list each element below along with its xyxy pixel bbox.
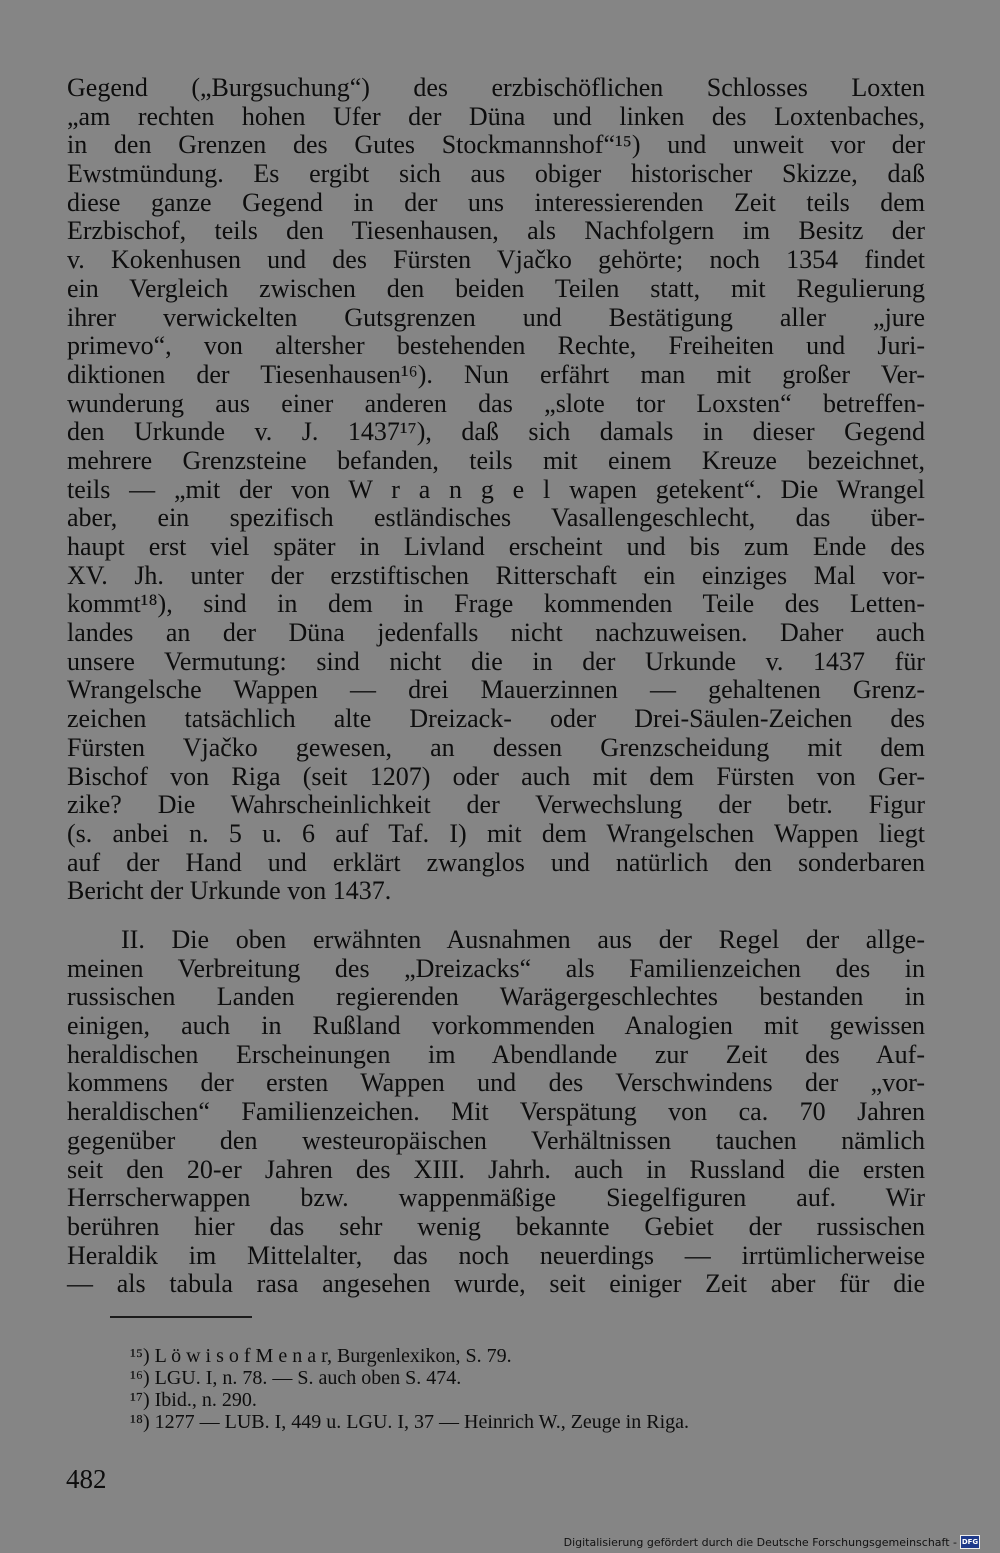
- text-line: diktionen der Tiesenhausen¹⁶). Nun erfährt man mit großer Ver-: [67, 359, 925, 389]
- text-line: ihrer verwickelten Gutsgrenzen und Bestätigung aller „jure: [67, 302, 925, 332]
- text-line: mehrere Grenzsteine befanden, teils mit einem Kreuze bezeichnet,: [67, 445, 925, 475]
- page-number: 482: [66, 1464, 107, 1494]
- footnote: ¹⁵) L ö w i s o f M e n a r, Burgenlexikon, S. 79.: [130, 1345, 512, 1367]
- text-line: Gegend („Burgsuchung“) des erzbischöflichen Schlosses Loxten: [67, 73, 925, 102]
- text-line: Herrscherwappen bzw. wappenmäßige Siegelfiguren auf. Wir: [67, 1183, 925, 1213]
- footnote: ¹⁶) LGU. I, n. 78. — S. auch oben S. 474.: [130, 1367, 462, 1389]
- text-line: (s. anbei n. 5 u. 6 auf Taf. I) mit dem Wrangelschen Wappen liegt: [67, 818, 925, 848]
- text-line: ein Vergleich zwischen den beiden Teilen statt, mit Regulierung: [67, 273, 925, 303]
- text-line: XV. Jh. unter der erzstiftischen Ritterschaft ein einziges Mal vor-: [67, 560, 925, 590]
- text-line: kommens der ersten Wappen und des Verschwindens der „vor-: [67, 1068, 925, 1098]
- text-line: landes an der Düna jedenfalls nicht nachzuweisen. Daher auch: [67, 618, 925, 648]
- body-paragraph-2: [67, 926, 925, 1299]
- text-line: den Urkunde v. J. 1437¹⁷), daß sich damals in dieser Gegend: [67, 417, 925, 447]
- text-line: zeichen tatsächlich alte Dreizack- oder Drei-Säulen-Zeichen des: [67, 704, 925, 734]
- text-line: berühren hier das sehr wenig bekannte Gebiet der russischen: [67, 1211, 925, 1241]
- text-line: wunderung aus einer anderen das „slote tor Loxsten“ betreffen-: [67, 388, 925, 418]
- text-line: teils — „mit der von W r a n g e l wapen getekent“. Die Wrangel: [67, 474, 925, 504]
- text-line: II. Die oben erwähnten Ausnahmen aus der Regel der allge-: [121, 925, 925, 954]
- footnote: ¹⁷) Ibid., n. 290.: [130, 1389, 257, 1411]
- text-line: heraldischen“ Familienzeichen. Mit Verspätung von ca. 70 Jahren: [67, 1097, 925, 1127]
- text-line: primevo“, von altersher bestehenden Rechte, Freiheiten und Juri-: [67, 331, 925, 361]
- text-line: unsere Vermutung: sind nicht die in der Urkunde v. 1437 für: [67, 646, 925, 676]
- text-line: einigen, auch in Rußland vorkommenden Analogien mit gewissen: [67, 1011, 925, 1041]
- text-line: Fürsten Vjačko gewesen, an dessen Grenzscheidung mit dem: [67, 732, 925, 762]
- text-line: heraldischen Erscheinungen im Abendlande zur Zeit des Auf-: [67, 1039, 925, 1069]
- text-line: Bericht der Urkunde von 1437.: [67, 876, 392, 906]
- text-line: Wrangelsche Wappen — drei Mauerzinnen — gehaltenen Grenz-: [67, 675, 925, 705]
- text-line: haupt erst viel später in Livland erscheint und bis zum Ende des: [67, 532, 925, 561]
- footnote: ¹⁸) 1277 — LUB. I, 449 u. LGU. I, 37 — Heinrich W., Zeuge in Riga.: [130, 1411, 690, 1433]
- footnotes: [130, 1345, 930, 1433]
- text-line: aber, ein spezifisch estländisches Vasallengeschlecht, das über-: [67, 503, 925, 533]
- body-paragraph-1: [67, 74, 925, 906]
- text-line: seit den 20-er Jahren des XIII. Jahrh. auch in Russland die ersten: [67, 1154, 925, 1184]
- text-line: Heraldik im Mittelalter, das noch neuerdings — irrtümlicherweise: [67, 1240, 925, 1270]
- text-line: Erzbischof, teils den Tiesenhausen, als Nachfolgern im Besitz der: [67, 216, 925, 246]
- text-line: meinen Verbreitung des „Dreizacks“ als Familienzeichen des in: [67, 953, 925, 983]
- digitization-credit: [564, 1535, 980, 1549]
- text-line: in den Grenzen des Gutes Stockmannshof“¹⁵) und unweit vor der: [67, 130, 925, 160]
- text-line: diese ganze Gegend in der uns interessierenden Zeit teils dem: [67, 187, 925, 217]
- text-line: russischen Landen regierenden Warägergeschlechtes bestanden in: [67, 982, 925, 1012]
- text-line: Ewstmündung. Es ergibt sich aus obiger historischer Skizze, daß: [67, 159, 925, 189]
- text-line: kommt¹⁸), sind in dem in Frage kommenden Teile des Letten-: [67, 589, 925, 619]
- text-line: zike? Die Wahrscheinlichkeit der Verwechslung der betr. Figur: [67, 790, 925, 820]
- text-line: „am rechten hohen Ufer der Düna und linken des Loxtenbaches,: [67, 101, 925, 131]
- text-line: auf der Hand und erklärt zwanglos und natürlich den sonderbaren: [67, 847, 925, 877]
- dfg-logo-icon: DFG: [960, 1535, 980, 1549]
- text-line: gegenüber den westeuropäischen Verhältnissen tauchen nämlich: [67, 1125, 925, 1155]
- text-line: Bischof von Riga (seit 1207) oder auch mit dem Fürsten von Ger-: [67, 761, 925, 791]
- text-line: v. Kokenhusen und des Fürsten Vjačko gehörte; noch 1354 findet: [67, 245, 925, 275]
- text-line: — als tabula rasa angesehen wurde, seit einiger Zeit aber für die: [67, 1269, 925, 1299]
- credit-text: Digitalisierung gefördert durch die Deutsche Forschungsgemeinschaft -: [563, 1535, 957, 1549]
- footnote-divider: [110, 1316, 252, 1318]
